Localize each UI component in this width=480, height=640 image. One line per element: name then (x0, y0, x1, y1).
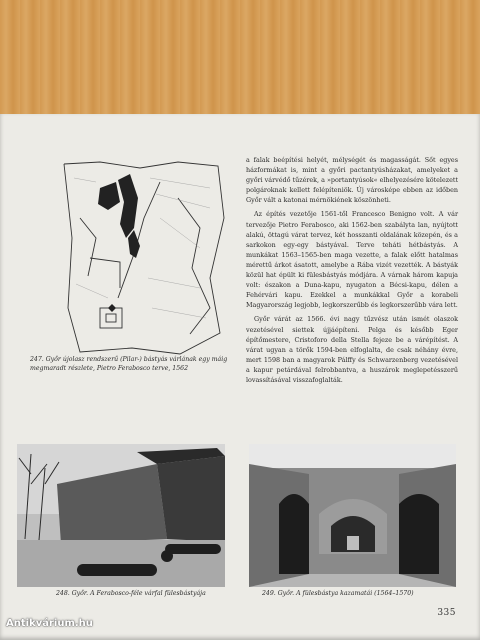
photo-caption-249: 249. Győr. A fülesbástya kazamatái (1564–1570) (262, 590, 414, 597)
page-number: 335 (437, 608, 456, 618)
fortress-plan-figure (60, 158, 228, 356)
wood-background (0, 0, 480, 118)
main-text-column (246, 155, 458, 389)
watermark: Antikvárium.hu (6, 618, 93, 629)
photo-casemate-vault (249, 444, 456, 587)
paragraph-1: a falak beépítési helyét, mélységét és magasságát. Sőt egyes házformákat is, mint a győri pactantyúsházakat, amelyeket a győri várvédő tűzérek, a »portantyúsok« elhelyezésére kötelezett polgároknak kellett felépíteniök. Új városképe ebben az időben Győr vált a katonai mérnökiének köszönheti. (246, 156, 459, 205)
photo-bastion-wall (17, 444, 225, 587)
paragraph-3: Győr várát az 1566. évi nagy tűzvész után ismét olaszok vezetésével siettek újjáépíteni. Pelga és később Eger építőmestere, Cristoforo della Stella fejeze be a várépítést. A várat ugyan a törők 1594-ben elfoglalta, de csak néhány évre, mert 1598 ban a magyarok Pálffy és Schwarzenberg vezetésével a kapur petárdával felrobbantva, a huszárok meglepetésszerű lovassításával visszafoglalták. (246, 315, 458, 384)
figure-caption-map: 247. Győr újolasz rendszerű (Pilar-) bástyás várlának egy máig megmaradt részlete, Pietro Ferabosco terve, 1562 (30, 356, 228, 372)
paragraph-2: Az építés vezetője 1561-től Francesco Benigno volt. A vár tervezője Pietro Ferabosco, aki 1562-ben szabályta lan, nyújtott alakú, öttagú várat tervez, két hosszanti oldalának közepén, és a sarkokon egy-egy bástyával. Terve teháti hétbástyás. A munkákat 1563–1565-ben maga vezette, a falak előtt hatalmas mérettű árkot ásatott, amelybe a Rába vizét vezették. A bástyák közül hat épült ki fülesbástyás módjára. A várnak három kapuja volt: északon a Duna-kapu, nyugaton a Bécsi-kapu, délen a Fehérvári kapu. Ezekkel a munkákkal Győr a korabeli Magyarország legjobb, legkorszerűbb és legkorszerűbb vára lett. (246, 210, 458, 310)
photo-caption-248: 248. Győr. A Ferabosco-féle várfal fülesbástyája (56, 590, 206, 597)
